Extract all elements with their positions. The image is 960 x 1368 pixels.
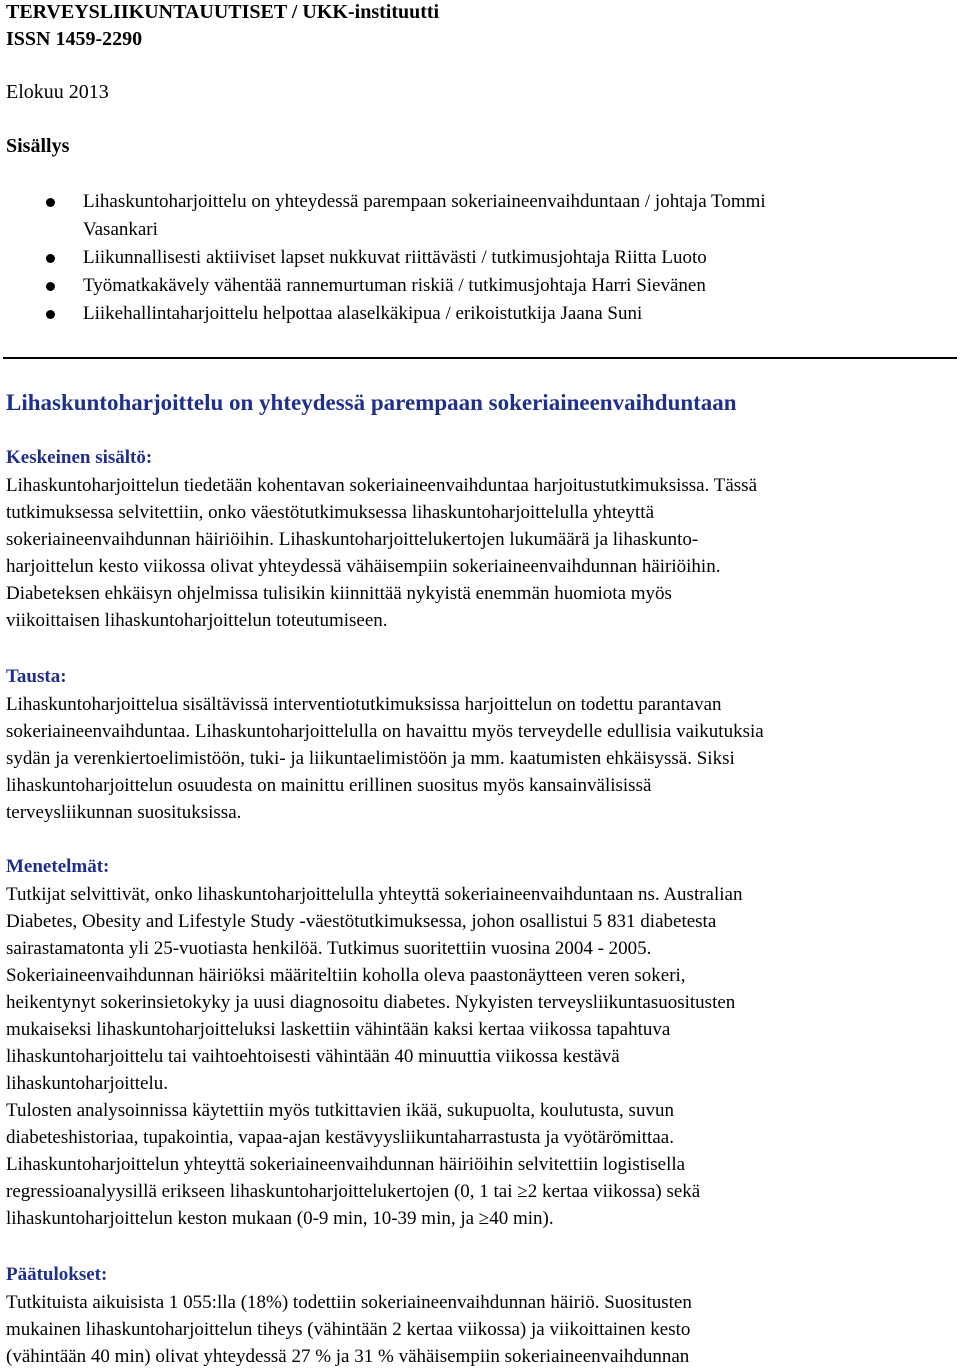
section-heading: Tausta: — [6, 666, 67, 687]
body-line: Diabeteksen ehkäisyn ohjelmissa tulisikin kiinnittää nykyistä enemmän huomiota myös — [6, 583, 672, 604]
toc-item-line: Liikehallintaharjoittelu helpottaa alaselkäkipua / erikoistutkija Jaana Suni — [83, 303, 643, 324]
body-line: terveysliikunnan suosituksissa. — [6, 802, 242, 823]
body-line: Tutkituista aikuisista 1 055:lla (18%) todettiin sokeriaineenvaihdunnan häiriö. Suositusten — [6, 1292, 692, 1313]
body-line: lihaskuntoharjoittelu tai vaihtoehtoisesti vähintään 40 minuuttia viikossa kestävä — [6, 1046, 620, 1067]
body-line: Lihaskuntoharjoittelun yhteyttä sokeriaineenvaihdunnan häiriöihin selvitettiin logistisella — [6, 1154, 686, 1175]
body-line: lihaskuntoharjoittelun osuudesta on mainittu erillinen suositus myös kansainvälisissä — [6, 775, 652, 796]
publication-title: TERVEYSLIIKUNTAUUTISET / UKK-instituutti — [6, 1, 440, 23]
toc-item-line: Vasankari — [83, 219, 158, 240]
toc-item — [0, 300, 960, 328]
body-line: tutkimuksessa selvitettiin, onko väestötutkimuksessa lihaskuntoharjoittelulla yhteyttä — [6, 502, 655, 523]
body-line: mukaiseksi lihaskuntoharjoitteluksi laskettiin vähintään kaksi kertaa viikossa tapahtuva — [6, 1019, 671, 1040]
section-keskeinen — [6, 444, 950, 634]
section-heading: Menetelmät: — [6, 856, 110, 877]
bullet-icon — [46, 282, 55, 291]
toc-item-line: Lihaskuntoharjoittelu on yhteydessä parempaan sokeriaineenvaihduntaan / johtaja Tommi — [83, 191, 766, 212]
bullet-icon — [46, 310, 55, 319]
article-title: Lihaskuntoharjoittelu on yhteydessä parempaan sokeriaineenvaihduntaan — [6, 390, 737, 415]
section-body — [6, 881, 950, 1232]
section-body — [6, 472, 950, 634]
section-heading: Päätulokset: — [6, 1264, 108, 1285]
body-line: diabeteshistoriaa, tupakointia, vapaa-ajan kestävyysliikuntaharrastusta ja vyötärömittaa. — [6, 1127, 674, 1148]
body-line: Sokeriaineenvaihdunnan häiriöksi määriteltiin koholla oleva paastonäytteen veren sokeri, — [6, 965, 686, 986]
section-divider — [3, 357, 957, 359]
body-line: Tutkijat selvittivät, onko lihaskuntoharjoittelulla yhteyttä sokeriaineenvaihduntaan ns. Australian — [6, 884, 743, 905]
body-line: mukainen lihaskuntoharjoittelun tiheys (vähintään 2 kertaa viikossa) ja viikoittainen kesto — [6, 1319, 691, 1340]
toc-item — [0, 272, 960, 300]
toc-list — [0, 188, 960, 328]
body-line: sairastamatonta yli 25-vuotiasta henkilöä. Tutkimus suoritettiin vuosina 2004 - 2005. — [6, 938, 652, 959]
body-line: regressioanalyysillä erikseen lihaskuntoharjoittelukertojen (0, 1 tai ≥2 kertaa viikossa) sekä — [6, 1181, 701, 1202]
body-line: viikoittaisen lihaskuntoharjoittelun toteutumiseen. — [6, 610, 388, 631]
issn-line: ISSN 1459-2290 — [6, 28, 143, 50]
body-line: harjoittelun kesto viikossa olivat yhteydessä vähäisempiin sokeriaineenvaihdunnan häiriöihin. — [6, 556, 721, 577]
body-line: sokeriaineenvaihduntaa. Lihaskuntoharjoittelulla on havaittu myös terveydelle edullisia vaikutuksia — [6, 721, 764, 742]
section-tausta — [6, 663, 950, 826]
body-line: (vähintään 40 min) olivat yhteydessä 27 % ja 31 % vähäisempiin sokeriaineenvaihdunnan — [6, 1346, 690, 1367]
toc-item-line: Työmatkakävely vähentää rannemurtuman riskiä / tutkimusjohtaja Harri Sievänen — [83, 275, 706, 296]
toc-item — [0, 244, 960, 272]
body-line: lihaskuntoharjoittelun keston mukaan (0-9 min, 10-39 min, ja ≥40 min). — [6, 1208, 554, 1229]
issue-date: Elokuu 2013 — [6, 81, 109, 103]
section-menetelmat — [6, 853, 950, 1232]
body-line: Lihaskuntoharjoittelua sisältävissä interventiotutkimuksissa harjoittelun on todettu parantavan — [6, 694, 722, 715]
toc-item-line: Liikunnallisesti aktiiviset lapset nukkuvat riittävästi / tutkimusjohtaja Riitta Luoto — [83, 247, 707, 268]
bullet-icon — [46, 198, 55, 207]
section-body — [6, 691, 950, 826]
body-line: Tulosten analysoinnissa käytettiin myös tutkittavien ikää, sukupuolta, koulutusta, suvun — [6, 1100, 674, 1121]
bullet-icon — [46, 254, 55, 263]
body-line: lihaskuntoharjoittelu. — [6, 1073, 169, 1094]
toc-item — [0, 188, 960, 244]
section-body — [6, 1289, 950, 1368]
body-line: sydän ja verenkiertoelimistöön, tuki- ja liikuntaelimistöön ja mm. kaatumisten ehkäisyssä. Siksi — [6, 748, 735, 769]
section-paatulokset — [6, 1261, 950, 1368]
section-heading: Keskeinen sisältö: — [6, 447, 153, 468]
body-line: Lihaskuntoharjoittelun tiedetään kohentavan sokeriaineenvaihduntaa harjoitustutkimuksissa. Tässä — [6, 475, 758, 496]
toc-title: Sisällys — [6, 135, 70, 157]
body-line: heikentynyt sokerinsietokyky ja uusi diagnosoitu diabetes. Nykyisten terveysliikuntasuositusten — [6, 992, 736, 1013]
body-line: sokeriaineenvaihdunnan häiriöihin. Lihaskuntoharjoittelukertojen lukumäärä ja lihaskunto- — [6, 529, 699, 550]
body-line: Diabetes, Obesity and Lifestyle Study -väestötutkimuksessa, johon osallistui 5 831 diabetesta — [6, 911, 717, 932]
